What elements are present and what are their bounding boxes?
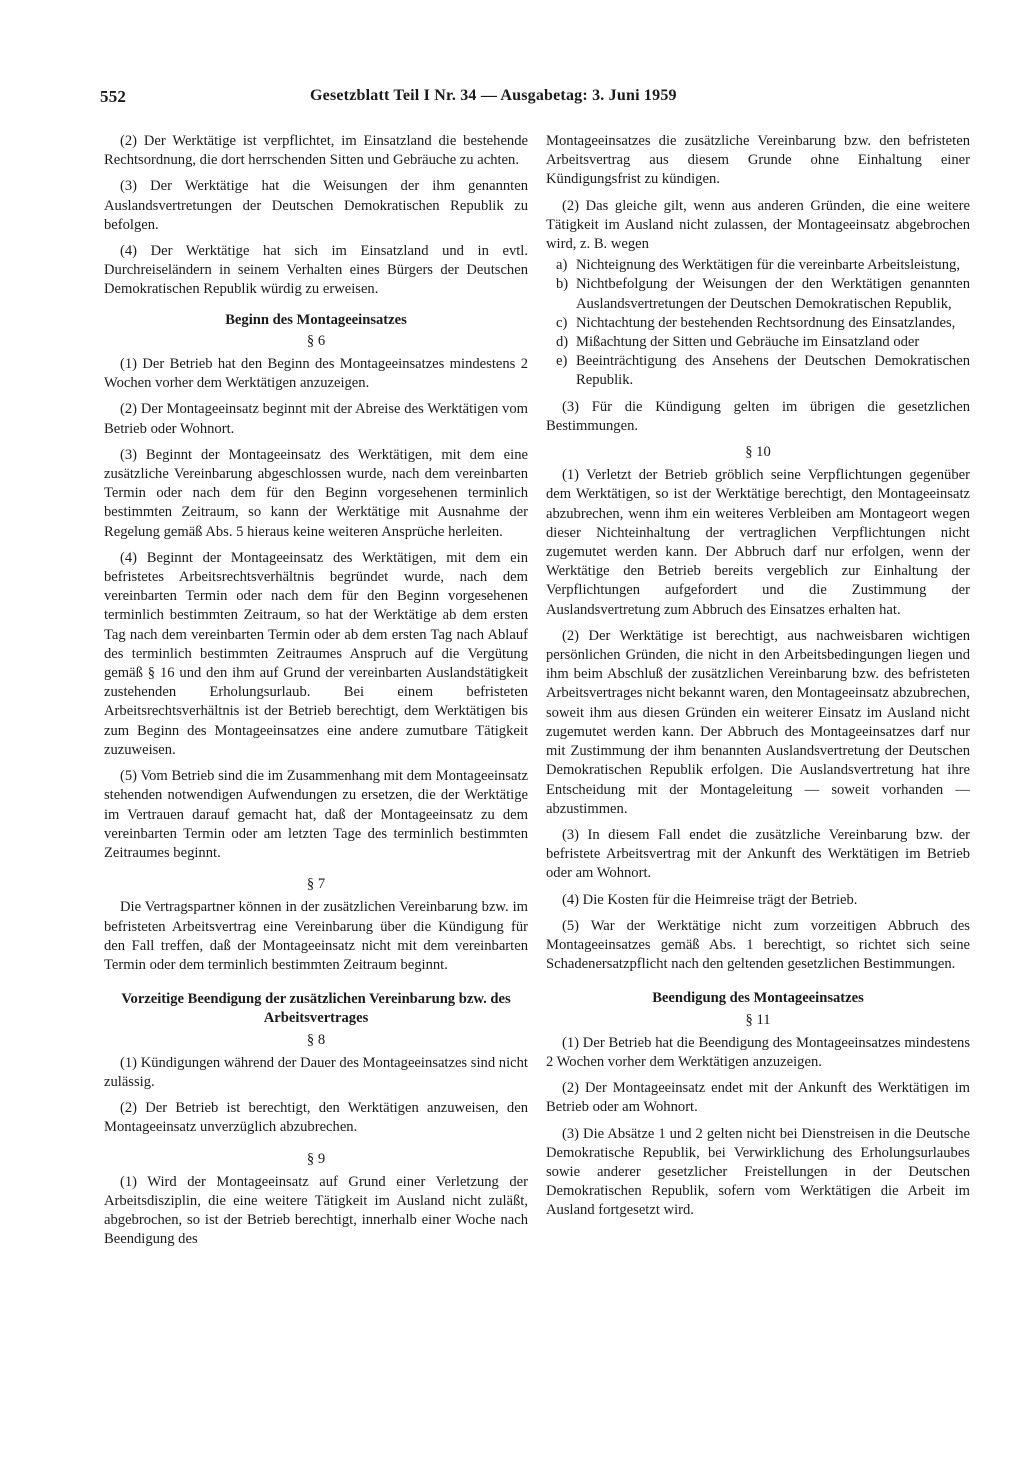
list-label: a) [556, 257, 568, 274]
paragraph: (3) Beginnt der Montageeinsatz des Werktätigen, mit dem eine zusätzliche Vereinbarung abgeschlossen wurde, nach dem vereinbarten Termin oder nach dem für den Beginn vorgesehenen terminlich bestimmten Zeitraum, so kann der Werktätige mit Ausnahme der Regelung gemäß Abs. 5 hieraus keine weiteren Ansprüche herleiten. [104, 446, 528, 540]
paragraph: (2) Der Werktätige ist verpflichtet, im Einsatzland die bestehende Rechtsordnung, die dort herrschenden Sitten und Gebräuche zu achten. [104, 133, 528, 169]
paragraph: (4) Die Kosten für die Heimreise trägt der Betrieb. [562, 891, 858, 908]
section-number-9: § 9 [306, 1150, 326, 1167]
section-heading-beendigung: Beendigung des Montageeinsatzes [652, 990, 864, 1007]
paragraph: Die Vertragspartner können in der zusätzlichen Vereinbarung bzw. im befristeten Arbeitsvertrag eine Vereinbarung über die Kündigung für den Fall treffen, daß der Montageeinsatz nicht mit dem vereinbarten Termin oder dem terminlich bestimmten Zeitraum beginnt. [104, 899, 528, 973]
section-number-8: § 8 [306, 1031, 326, 1048]
paragraph: (3) Für die Kündigung gelten im übrigen die gesetzlichen Bestimmungen. [546, 398, 970, 434]
paragraph: (3) Der Werktätige hat die Weisungen der ihm genannten Auslandsvertretungen der Deutschen Demokratischen Republik zu befolgen. [104, 178, 528, 233]
paragraph-continuation: Montageeinsatzes die zusätzliche Vereinbarung bzw. den befristeten Arbeitsvertrag aus diesem Grunde ohne Einhaltung einer Kündigungsfrist zu kündigen. [546, 133, 970, 188]
paragraph: (1) Verletzt der Betrieb gröblich seine Verpflichtungen gegenüber dem Werktätigen, so ist der Werktätige berechtigt, den Montageeinsatz abzubrechen, wenn ihm ein weiteres Verbleiben am Montageort wegen dieser Nichteinhaltung der vertraglichen Verpflichtungen nicht zugemutet werden kann. Der Abbruch darf nur erfolgen, wenn der Werktätige den Betrieb bereits vergeblich zur Einhaltung der Verpflichtungen aufgefordert und die Zustimmung der Auslandsvertretung zum Abbruch des Einsatzes erhalten hat. [546, 467, 970, 618]
list-text: Mißachtung der Sitten und Gebräuche im Einsatzland oder [576, 334, 920, 351]
paragraph: (2) Der Betrieb ist berechtigt, den Werktätigen anzuweisen, den Montageeinsatz unverzüglich abzubrechen. [104, 1100, 528, 1136]
page-header [100, 87, 970, 113]
reason-list [546, 256, 970, 390]
list-text: Nichtachtung der bestehenden Rechtsordnung des Einsatzlandes, [576, 314, 956, 331]
list-item [546, 352, 970, 390]
section-number-6: § 6 [306, 332, 326, 349]
paragraph: (4) Beginnt der Montageeinsatz des Werktätigen, mit dem ein befristetes Arbeitsrechtsverhältnis begründet wurde, nach dem vereinbarten Termin oder nach dem für den Beginn vorgesehenen terminlich bestimmten Zeitraum, so hat der Werktätige ab dem ersten Tag nach dem vereinbarten Termin oder ab dem ersten Tag nach Ablauf des terminlich bestimmten Zeitraumes Anspruch auf die Vergütung gemäß § 16 und den ihm auf Grund der vereinbarten Auslandstätigkeit zustehenden Erholungsurlaub. Bei einem befristeten Arbeitsrechtsverhältnis ist der Betrieb berechtigt, dem Werktätigen bis zum Beginn des Montageeinsatzes eine andere zumutbare Tätigkeit zuzuweisen. [104, 549, 528, 758]
paragraph: (3) In diesem Fall endet die zusätzliche Vereinbarung bzw. der befristete Arbeitsvertrag mit der Ankunft des Werktätigen im Betrieb oder am Wohnort. [546, 826, 970, 882]
list-label: b) [556, 276, 569, 293]
paragraph: (1) Der Betrieb hat die Beendigung des Montageeinsatzes mindestens 2 Wochen vorher dem Werktätigen anzuzeigen. [546, 1034, 970, 1070]
paragraph: (2) Das gleiche gilt, wenn aus anderen Gründen, die eine weitere Tätigkeit im Ausland nicht zulassen, der Montageeinsatz abgebrochen wird, z. B. wegen [546, 197, 970, 253]
list-label: c) [556, 314, 568, 331]
paragraph: (4) Der Werktätige hat sich im Einsatzland und in evtl. Durchreiseländern in seinem Verhalten eines Bürgers der Deutschen Demokratischen Republik würdig zu erweisen. [104, 243, 528, 298]
paragraph: (2) Der Montageeinsatz endet mit der Ankunft des Werktätigen im Betrieb oder am Wohnort. [546, 1080, 970, 1116]
section-number-10: § 10 [745, 444, 771, 461]
paragraph: (3) Die Absätze 1 und 2 gelten nicht bei Dienstreisen in die Deutsche Demokratische Republik, bei Verwirklichung des Erholungsurlaubes sowie anderer gesetzlicher Freistellungen in der Deutschen Demokratischen Republik, sofern vom Werktätigen die Arbeit im Ausland fortgesetzt wird. [546, 1125, 970, 1219]
page-number: 552 [100, 87, 127, 106]
list-text: Nichtbefolgung der Weisungen der den Werktätigen genannten Auslandsvertretungen der Deutschen Demokratischen Republik, [576, 276, 970, 312]
list-label: d) [556, 334, 569, 351]
right-column [546, 132, 970, 1221]
paragraph: (5) War der Werktätige nicht zum vorzeitigen Abbruch des Montageeinsatzes gemäß Abs. 1 berechtigt, so richtet sich seine Schadenersatzpflicht nach den geltenden gesetzlichen Bestimmungen. [546, 917, 970, 973]
paragraph: (5) Vom Betrieb sind die im Zusammenhang mit dem Montageeinsatz stehenden notwendigen Aufwendungen zu ersetzen, die der Werktätige im Vertrauen darauf gemacht hat, daß der Montageeinsatz zu dem vereinbarten Termin oder am letzten Tage des terminlich bestimmten Zeitraumes beginnt. [104, 768, 528, 861]
list-item [546, 333, 970, 352]
paragraph: (2) Der Werktätige ist berechtigt, aus nachweisbaren wichtigen persönlichen Gründen, die nicht in den Arbeitsbedingungen liegen und ihm beim Abschluß der zusätzlichen Vereinbarung bzw. des befristeten Arbeitsvertrages nicht bekannt waren, den Montageeinsatz abzubrechen, soweit ihm aus diesen Gründen ein weiterer Einsatz im Ausland nicht zugemutet werden kann. Der Abbruch des Montageeinsatzes darf nur mit Zustimmung der ihm benannten Auslandsvertretung der Deutschen Demokratischen Republik erfolgen. Die Auslandsvertretung hat ihre Entscheidung mit der Montageleitung — soweit vorhanden — abzustimmen. [546, 627, 970, 817]
list-item [546, 314, 970, 333]
running-title: Gesetzblatt Teil I Nr. 34 — Ausgabetag: 3. Juni 1959 [310, 87, 677, 104]
section-heading-beginn: Beginn des Montageeinsatzes [225, 311, 407, 328]
paragraph: (2) Der Montageeinsatz beginnt mit der Abreise des Werktätigen vom Betrieb oder Wohnort. [104, 401, 528, 437]
paragraph: (1) Kündigungen während der Dauer des Montageeinsatzes sind nicht zulässig. [104, 1054, 528, 1090]
list-label: e) [556, 353, 568, 370]
list-item [546, 275, 970, 313]
left-column [104, 132, 528, 1250]
list-text: Nichteignung des Werktätigen für die vereinbarte Arbeitsleistung, [576, 257, 960, 274]
list-item [546, 256, 970, 275]
section-heading-vorzeitig: Vorzeitige Beendigung der zusätzlichen Vereinbarung bzw. des Arbeitsvertrages [121, 991, 511, 1027]
section-number-11: § 11 [745, 1011, 771, 1028]
section-number-7: § 7 [306, 876, 326, 893]
paragraph: (1) Wird der Montageeinsatz auf Grund einer Verletzung der Arbeitsdisziplin, die eine weitere Tätigkeit im Ausland nicht zuläßt, abgebrochen, so ist der Betrieb berechtigt, innerhalb einer Woche nach Beendigung des [104, 1173, 528, 1248]
list-text: Beeinträchtigung des Ansehens der Deutschen Demokratischen Republik. [576, 353, 970, 389]
paragraph: (1) Der Betrieb hat den Beginn des Montageeinsatzes mindestens 2 Wochen vorher dem Werktätigen anzuzeigen. [104, 356, 528, 392]
